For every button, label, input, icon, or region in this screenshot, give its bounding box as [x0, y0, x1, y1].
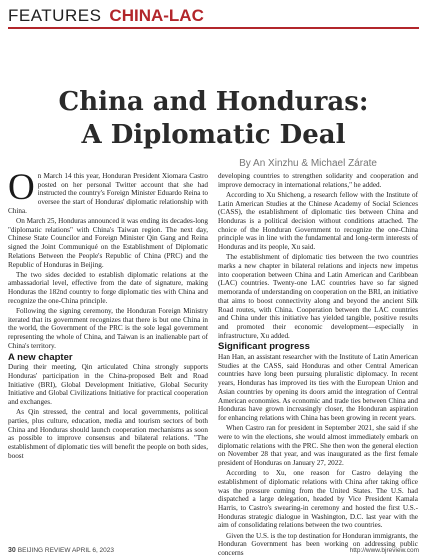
- subsection-label: CHINA-LAC: [109, 6, 204, 25]
- subheading: Significant progress: [218, 341, 310, 353]
- website-link[interactable]: http://www.bjreview.com: [349, 547, 419, 554]
- title-line-1: China and Honduras:: [58, 87, 369, 117]
- paragraph: According to Xu Shicheng, a research fellow with the Institute of Latin American Studies at the Chinese Academy of Social Sciences (CASS), the establishment of diplomatic ties between China and Honduras is a political decision without conditions attached. The choice of the Honduran Government to recognize the one-China principle was in line with the fundamental and long-term interests of Honduras and its people, Xu said.: [218, 190, 418, 252]
- article-title: [0, 86, 427, 152]
- column-right: [218, 172, 418, 559]
- paragraph: As Qin stressed, the central and local governments, political parties, plus culture, education, media and tourism sectors of both China and Honduras should launch cooperation mechanisms as soon as possible to improve consensus and bilateral relations. "The establishment of diplomatic ties will benefit the people on both sides, boost: [8, 408, 208, 460]
- paragraph: [8, 167, 208, 216]
- drop-cap: O: [8, 167, 35, 208]
- page-footer: [8, 544, 419, 554]
- paragraph: developing countries to strengthen solidarity and cooperation and improve democracy in international relations," he added.: [218, 172, 418, 189]
- paragraph: On March 25, Honduras announced it was ending its decades-long "diplomatic relations" with China's Taiwan region. The next day, Chinese State Councilor and Foreign Minister Qin Gang and Reina signed the Joint Communiqué on the Establishment of Diplomatic Relations Between the People's Republic of China (PRC) and the Republic of Honduras in Beijing.: [8, 217, 208, 269]
- paragraph: The establishment of diplomatic ties between the two countries marks a new chapter in bilateral relations and injects new impetus into cooperation between China and Latin American and Caribbean (LAC) countries. Twenty-one LAC countries have so far signed memoranda of understanding on cooperation on the BRI, an initiative that aims to boost connectivity along and beyond the ancient Silk Road routes, with China. Cooperation between the LAC countries and China under this initiative has yielded tangible, positive results and promoted their economic development—especially in infrastructure, Xu added.: [218, 253, 419, 340]
- publication-info: BEIJING REVIEW APRIL 6, 2023: [17, 547, 115, 554]
- subheading: A new chapter: [8, 351, 73, 363]
- byline: By An Xinzhu & Michael Zárate: [239, 158, 377, 169]
- section-header: [8, 6, 419, 28]
- page-number: 30: [8, 547, 16, 554]
- title-line-2: A Diplomatic Deal: [81, 120, 346, 150]
- paragraph: When Castro ran for president in September 2021, she said if she were to win the elections, she would almost immediately embark on diplomatic relations with the PRC. She then won the general election on November 28 that year, and was inaugurated as the first female president of Honduras on January 27, 2022.: [218, 424, 418, 467]
- paragraph-text: n March 14 this year, Honduran President Xiomara Castro posted on her personal Twitter account that she had instructed the country's Foreign Minister Eduardo Reina to oversee the start of Honduras' diplomatic relationship with China.: [8, 172, 208, 215]
- column-left: [8, 167, 208, 462]
- section-label: FEATURES: [8, 6, 102, 25]
- paragraph: According to Xu, one reason for Castro delaying the establishment of diplomatic relations with China after taking office was the pressure coming from the United States. The U.S. had dispatched a large delegation, headed by Vice President Kamala Harris, to Castro's swearing-in ceremony and hosted the first U.S.-Honduras strategic dialogue in Washington, D.C. last year with the aim of consolidating relations between the two countries.: [218, 469, 418, 530]
- footer-left: [8, 547, 114, 554]
- paragraph: Han Han, an assistant researcher with the Institute of Latin American Studies at the CASS, said Honduras and other Central American countries have long been pursuing pluralistic diplomacy. In recent years, Honduras has improved its ties with the European Union and Asian countries by opening its doors amid the integration of Central American economies. As economic and trade ties between China and Honduras have grown increasingly closer, the Honduran aspiration for enhancing relations with China has been growing in recent years.: [218, 353, 418, 422]
- paragraph: Given the U.S. is the top destination for Honduran immigrants, the Honduran Government has been working on addressing public concerns: [218, 531, 418, 558]
- header-rule: [8, 27, 419, 29]
- paragraph: The two sides decided to establish diplomatic relations at the ambassadorial level, effective from the date of signature, making Honduras the 182nd country to forge diplomatic ties with China and recognize the one-China principle.: [8, 270, 208, 305]
- paragraph: Following the signing ceremony, the Honduran Foreign Ministry iterated that its government recognizes that there is but one China in the world, the Government of the PRC is the sole legal government representing the whole of China, and Taiwan is an inalienable part of China's territory.: [8, 307, 208, 350]
- paragraph: During their meeting, Qin articulated China strongly supports Honduras' participation in the China-proposed Belt and Road Initiative (BRI), Global Development Initiative, Global Security Initiative and Global Civilizations Initiative for practical cooperation and exchanges.: [8, 363, 208, 407]
